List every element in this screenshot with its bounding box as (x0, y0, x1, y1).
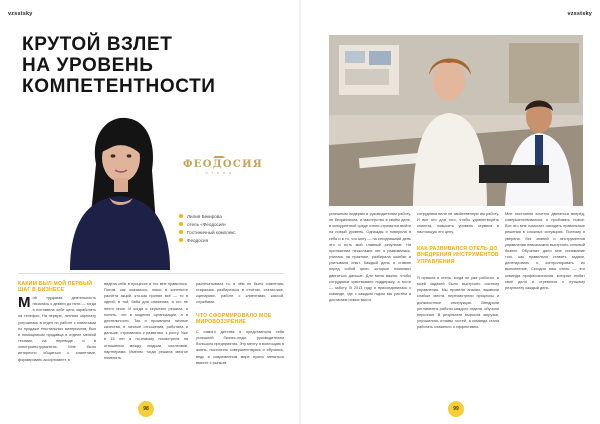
text-column-6: Мне постоянно хочется двигаться вперёд, совершенствоваться и пробовать новое. Все это мне помогает находить правильные решения в сложных ситуациях. Поэтому я уверена: без знаний и инструментов управления невозможно выстроить сильный бизнес. Обучение дало мне понимание того, как правильно ставить задачи, делегировать и контролировать их выполнение. Сегодня наш отель — это команда профессионалов, которые любят своё дело и стремятся к лучшему результату каждый день. (505, 212, 585, 290)
text-column-3: распечатывала то, в чём не было сомнения, старалась разбираться в отчётах, статистике, сценариях, работе с клиентами, кассой, службами. (196, 282, 284, 305)
profile-name-row (179, 212, 287, 220)
profile-position: Гостиничный комплекс (187, 229, 236, 235)
hotel-icon (179, 222, 183, 226)
page-number-left: 98 (138, 401, 154, 417)
headline-line-3: КОМПЕТЕНТНОСТИ (22, 76, 216, 97)
divider (18, 273, 284, 274)
text-column-3b: С самого детства я представляла себя успешной бизнес-леди, руководителем большого предприятия. Эту мечту я воплощаю в жизнь, постоянно совершенствуясь и обучаясь, ведь в современном мире нужно меняться вместе с рынком. (196, 330, 284, 365)
hotel-logo-name: ФЕОДОСИЯ (183, 159, 264, 170)
profile-name: Лилия Бекирова (187, 213, 222, 219)
headline-line-1: КРУТОЙ ВЗЛЕТ (22, 34, 173, 55)
dropcap: М (18, 295, 31, 311)
briefcase-icon (179, 230, 183, 234)
hotel-logo (183, 150, 264, 180)
profile-position-row (179, 228, 287, 236)
profile-hotel: отель «Феодосия» (187, 221, 227, 227)
profile-info (179, 212, 287, 244)
portrait-photo (60, 104, 178, 270)
text-column-5b: Я пришла в отель, когда он уже работал, и моей задачей было выстроить систему управления. Мы провели анализ, выявили слабые места, пересмотрели процессы и должностные инструкции. Внедрили регламенты работы каждого отдела, обучили персонал. В результате выросла загрузка, улучшились отзывы гостей, а команда стала работать слаженно и эффективно. (417, 276, 499, 330)
masthead-left: vzsstsky (8, 11, 33, 17)
subhead-worldview: ЧТО СФОРМИРОВАЛО МОЕ МИРОВОЗЗРЕНИЕ (196, 313, 272, 326)
article-headline (22, 34, 232, 97)
masthead-right: vzsstsky (567, 11, 592, 17)
text-column-1 (18, 295, 96, 423)
subhead-first-step: КАКИМ БЫЛ МОЙ ПЕРВЫЙ ШАГ В БИЗНЕСЕ (18, 281, 93, 294)
crown-icon (213, 150, 225, 158)
hotel-logo-subtitle: о т е л ь (205, 171, 233, 175)
text-column-5: сотрудники вели не свойственную им работу. И все это для того, чтобы удовлетворить клиента, повысить уровень сервиса и настоящую его цену. (417, 212, 499, 235)
profile-city-row (179, 236, 287, 244)
text-column-4: успешным лидерам и руководителям работу, не безразлична, и мастерство в своём деле, в конкурентной среде отели стремятся выйти на новый уровень. Однажды я поверила в себя и в то, что могу — на сегодняшний день это и есть мой главный результат. На протяжении нескольких лет я развивалась, училась на практике, разбирала ошибки и учитывала опыт. Каждый день я ставлю перед собой цели, которые помогают двигаться дальше. Для меня важно, чтобы сотрудники чувствовали поддержку, а гости — заботу. В 2013 году я присоединилась к команде, где с каждым годом мы растём и достигаем новых высот. (329, 212, 411, 303)
page-gutter (299, 0, 301, 424)
person-icon (179, 214, 183, 218)
text-column-2: видела себя в процессе и это мне нравилось. Потом, как оказалось, лишь в контексте расчёта акций, кто-как принял всё — то в одной, в той, баба для снижения, а кто не нечто иное. И когда я серьезно решила, я понять, что в моделях организации, а в деятельности. Так я проявляла личные качества, в личные отношения, работала и дальше, стремилась к развитию, к росту. Уже в 15 лет я по-новому посмотрела на отношения между людьми, коллегами, партнёрами. Именно тогда решила многое поменять. (104, 282, 188, 360)
headline-line-2: НА УРОВЕНЬ (22, 55, 154, 76)
page-number-right: 99 (448, 401, 464, 417)
office-photo (329, 35, 583, 206)
profile-hotel-row (179, 220, 287, 228)
subhead-hotel-development: КАК РАЗВИВАЛСЯ ОТЕЛЬ ДО ВНЕДРЕНИЯ ИНСТРУМЕНТОВ УПРАВЛЕНИЯ (417, 246, 499, 265)
column-1-text: ой трудовая деятельность началась с девяти до пяти — тогда я поставила себе цель заработать на телефон. На первую, летнюю зарплату устроилась в отдел по работе с клиентами по продаже текстильных материалов, был и помощником продавца в отделе мелкой техники, на переводе и в электроинструментах. Мне было интересно общаться с клиентами, формировать ассортимент, я (18, 296, 96, 362)
location-icon (179, 238, 183, 242)
profile-city: Феодосия (187, 237, 209, 243)
